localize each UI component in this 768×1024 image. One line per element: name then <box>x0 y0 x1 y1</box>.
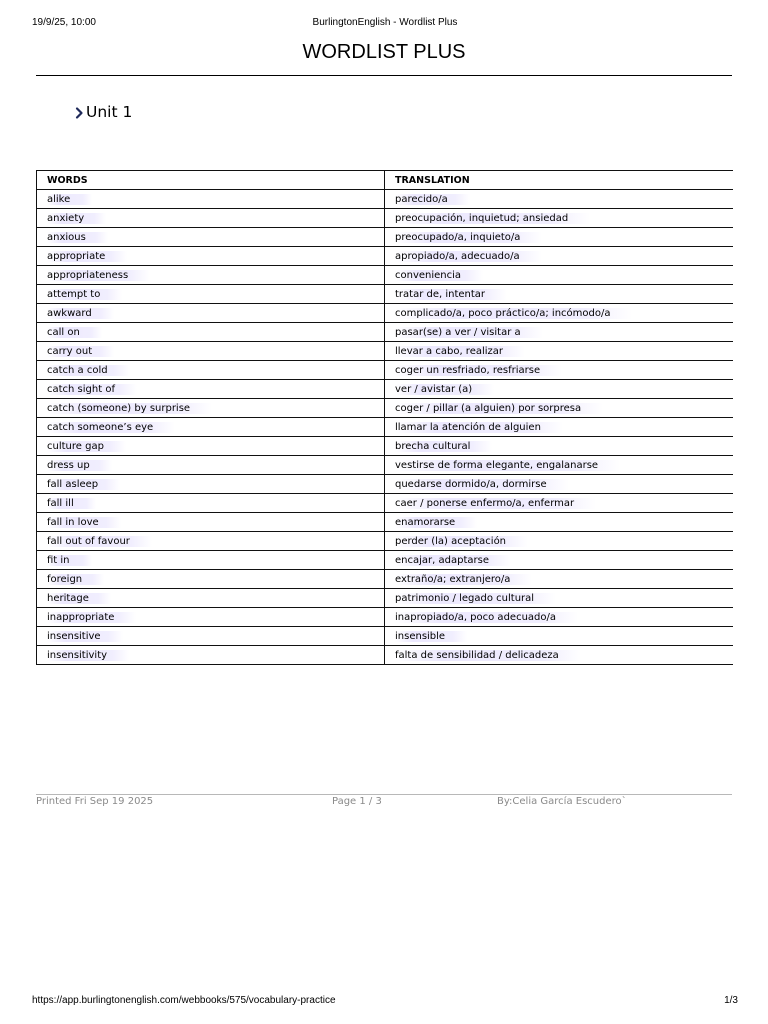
translation-text: ver / avistar (a) <box>395 384 494 395</box>
word-cell <box>37 285 385 304</box>
translation-cell <box>385 399 734 418</box>
translation-text: quedarse dormido/a, dormirse <box>395 479 569 490</box>
translation-cell <box>385 627 734 646</box>
table-row <box>37 361 734 380</box>
word-cell <box>37 494 385 513</box>
word-text: appropriate <box>47 251 127 262</box>
word-text: catch (someone) by surprise <box>47 403 212 414</box>
word-cell <box>37 570 385 589</box>
word-cell <box>37 646 385 665</box>
table-row <box>37 608 734 627</box>
print-page-count: 1/3 <box>724 995 738 1006</box>
print-datetime: 19/9/25, 10:00 <box>32 17 96 28</box>
word-text: insensitive <box>47 631 123 642</box>
translation-text: vestirse de forma elegante, engalanarse <box>395 460 620 471</box>
word-cell <box>37 589 385 608</box>
print-tab-title: BurlingtonEnglish - Wordlist Plus <box>312 17 458 28</box>
page-title: WORDLIST PLUS <box>302 41 466 63</box>
translation-text: pasar(se) a ver / visitar a <box>395 327 543 338</box>
translation-text: enamorarse <box>395 517 477 528</box>
translation-text: extraño/a; extranjero/a <box>395 574 532 585</box>
word-text: culture gap <box>47 441 126 452</box>
word-cell <box>37 437 385 456</box>
translation-text: encajar, adaptarse <box>395 555 511 566</box>
word-cell <box>37 380 385 399</box>
word-text: anxiety <box>47 213 106 224</box>
word-cell <box>37 475 385 494</box>
translation-cell <box>385 228 734 247</box>
word-text: fall in love <box>47 517 121 528</box>
word-text: catch sight of <box>47 384 137 395</box>
translation-cell <box>385 608 734 627</box>
word-text: inappropriate <box>47 612 136 623</box>
table-row <box>37 304 734 323</box>
word-text: appropriateness <box>47 270 150 281</box>
table-row <box>37 323 734 342</box>
table-row <box>37 532 734 551</box>
table-row <box>37 494 734 513</box>
print-footer <box>32 995 738 1009</box>
word-cell <box>37 323 385 342</box>
table-row <box>37 190 734 209</box>
word-text: attempt to <box>47 289 122 300</box>
translation-text: preocupado/a, inquieto/a <box>395 232 542 243</box>
translation-cell <box>385 361 734 380</box>
translation-cell <box>385 456 734 475</box>
translation-cell <box>385 437 734 456</box>
translation-cell <box>385 323 734 342</box>
table-header-row <box>37 171 734 190</box>
word-text: call on <box>47 327 102 338</box>
translation-cell <box>385 266 734 285</box>
printed-date: Printed Fri Sep 19 2025 <box>36 796 154 807</box>
table-row <box>37 513 734 532</box>
table-row <box>37 589 734 608</box>
word-cell <box>37 456 385 475</box>
translation-text: perder (la) aceptación <box>395 536 528 547</box>
table-row <box>37 342 734 361</box>
translation-text: coger / pillar (a alguien) por sorpresa <box>395 403 603 414</box>
word-cell <box>37 228 385 247</box>
translation-text: tratar de, intentar <box>395 289 507 300</box>
word-cell <box>37 247 385 266</box>
translation-cell <box>385 418 734 437</box>
table-row <box>37 570 734 589</box>
translation-text: inapropiado/a, poco adecuado/a <box>395 612 578 623</box>
translation-text: preocupación, inquietud; ansiedad <box>395 213 590 224</box>
translation-text: insensible <box>395 631 467 642</box>
word-cell <box>37 532 385 551</box>
translation-cell <box>385 247 734 266</box>
word-cell <box>37 209 385 228</box>
translation-cell <box>385 513 734 532</box>
translation-text: llevar a cabo, realizar <box>395 346 525 357</box>
table-row <box>37 266 734 285</box>
header-words: WORDS <box>37 171 385 190</box>
word-text: carry out <box>47 346 114 357</box>
translation-cell <box>385 304 734 323</box>
word-text: awkward <box>47 308 114 319</box>
unit-heading[interactable] <box>74 101 132 123</box>
word-text: fit in <box>47 555 92 566</box>
table-row <box>37 475 734 494</box>
translation-text: conveniencia <box>395 270 483 281</box>
translation-text: parecido/a <box>395 194 470 205</box>
page-url: https://app.burlingtonenglish.com/webbooks/575/vocabulary-practice <box>32 995 336 1006</box>
page-footer <box>36 796 732 810</box>
table-row <box>37 627 734 646</box>
translation-text: coger un resfriado, resfriarse <box>395 365 562 376</box>
table-row <box>37 646 734 665</box>
word-cell <box>37 399 385 418</box>
translation-text: patrimonio / legado cultural <box>395 593 556 604</box>
word-cell <box>37 190 385 209</box>
word-text: alike <box>47 194 92 205</box>
table-row <box>37 209 734 228</box>
table-row <box>37 285 734 304</box>
title-divider <box>36 75 732 76</box>
author: By:Celia García Escudero` <box>497 796 627 807</box>
word-text: anxious <box>47 232 108 243</box>
table-row <box>37 456 734 475</box>
word-text: fall ill <box>47 498 96 509</box>
translation-text: complicado/a, poco práctico/a; incómodo/a <box>395 308 632 319</box>
word-cell <box>37 304 385 323</box>
table-body <box>37 190 734 665</box>
header-translation: TRANSLATION <box>385 171 734 190</box>
translation-cell <box>385 570 734 589</box>
table-row <box>37 247 734 266</box>
translation-cell <box>385 475 734 494</box>
table-row <box>37 399 734 418</box>
word-cell <box>37 551 385 570</box>
unit-label: Unit 1 <box>86 103 133 121</box>
translation-text: brecha cultural <box>395 441 492 452</box>
translation-cell <box>385 532 734 551</box>
word-text: insensitivity <box>47 650 129 661</box>
word-text: heritage <box>47 593 111 604</box>
word-text: fall asleep <box>47 479 120 490</box>
translation-cell <box>385 380 734 399</box>
translation-cell <box>385 342 734 361</box>
footer-divider <box>36 794 732 795</box>
translation-text: apropiado/a, adecuado/a <box>395 251 542 262</box>
table-row <box>37 551 734 570</box>
table-row <box>37 380 734 399</box>
translation-cell <box>385 285 734 304</box>
wordlist-table <box>36 170 733 665</box>
word-text: catch a cold <box>47 365 130 376</box>
table-row <box>37 228 734 247</box>
translation-cell <box>385 646 734 665</box>
word-cell <box>37 361 385 380</box>
table-row <box>37 418 734 437</box>
translation-cell <box>385 589 734 608</box>
translation-cell <box>385 494 734 513</box>
translation-text: caer / ponerse enfermo/a, enfermar <box>395 498 596 509</box>
word-text: catch someone’s eye <box>47 422 175 433</box>
page-number: Page 1 / 3 <box>332 796 382 807</box>
word-text: foreign <box>47 574 104 585</box>
translation-text: llamar la atención de alguien <box>395 422 563 433</box>
word-cell <box>37 608 385 627</box>
word-cell <box>37 418 385 437</box>
translation-cell <box>385 190 734 209</box>
table-row <box>37 437 734 456</box>
word-text: fall out of favour <box>47 536 152 547</box>
word-cell <box>37 627 385 646</box>
print-header <box>32 17 738 31</box>
word-cell <box>37 342 385 361</box>
chevron-right-icon <box>74 101 86 123</box>
translation-cell <box>385 209 734 228</box>
translation-cell <box>385 551 734 570</box>
translation-text: falta de sensibilidad / delicadeza <box>395 650 581 661</box>
word-text: dress up <box>47 460 112 471</box>
word-cell <box>37 513 385 532</box>
word-cell <box>37 266 385 285</box>
